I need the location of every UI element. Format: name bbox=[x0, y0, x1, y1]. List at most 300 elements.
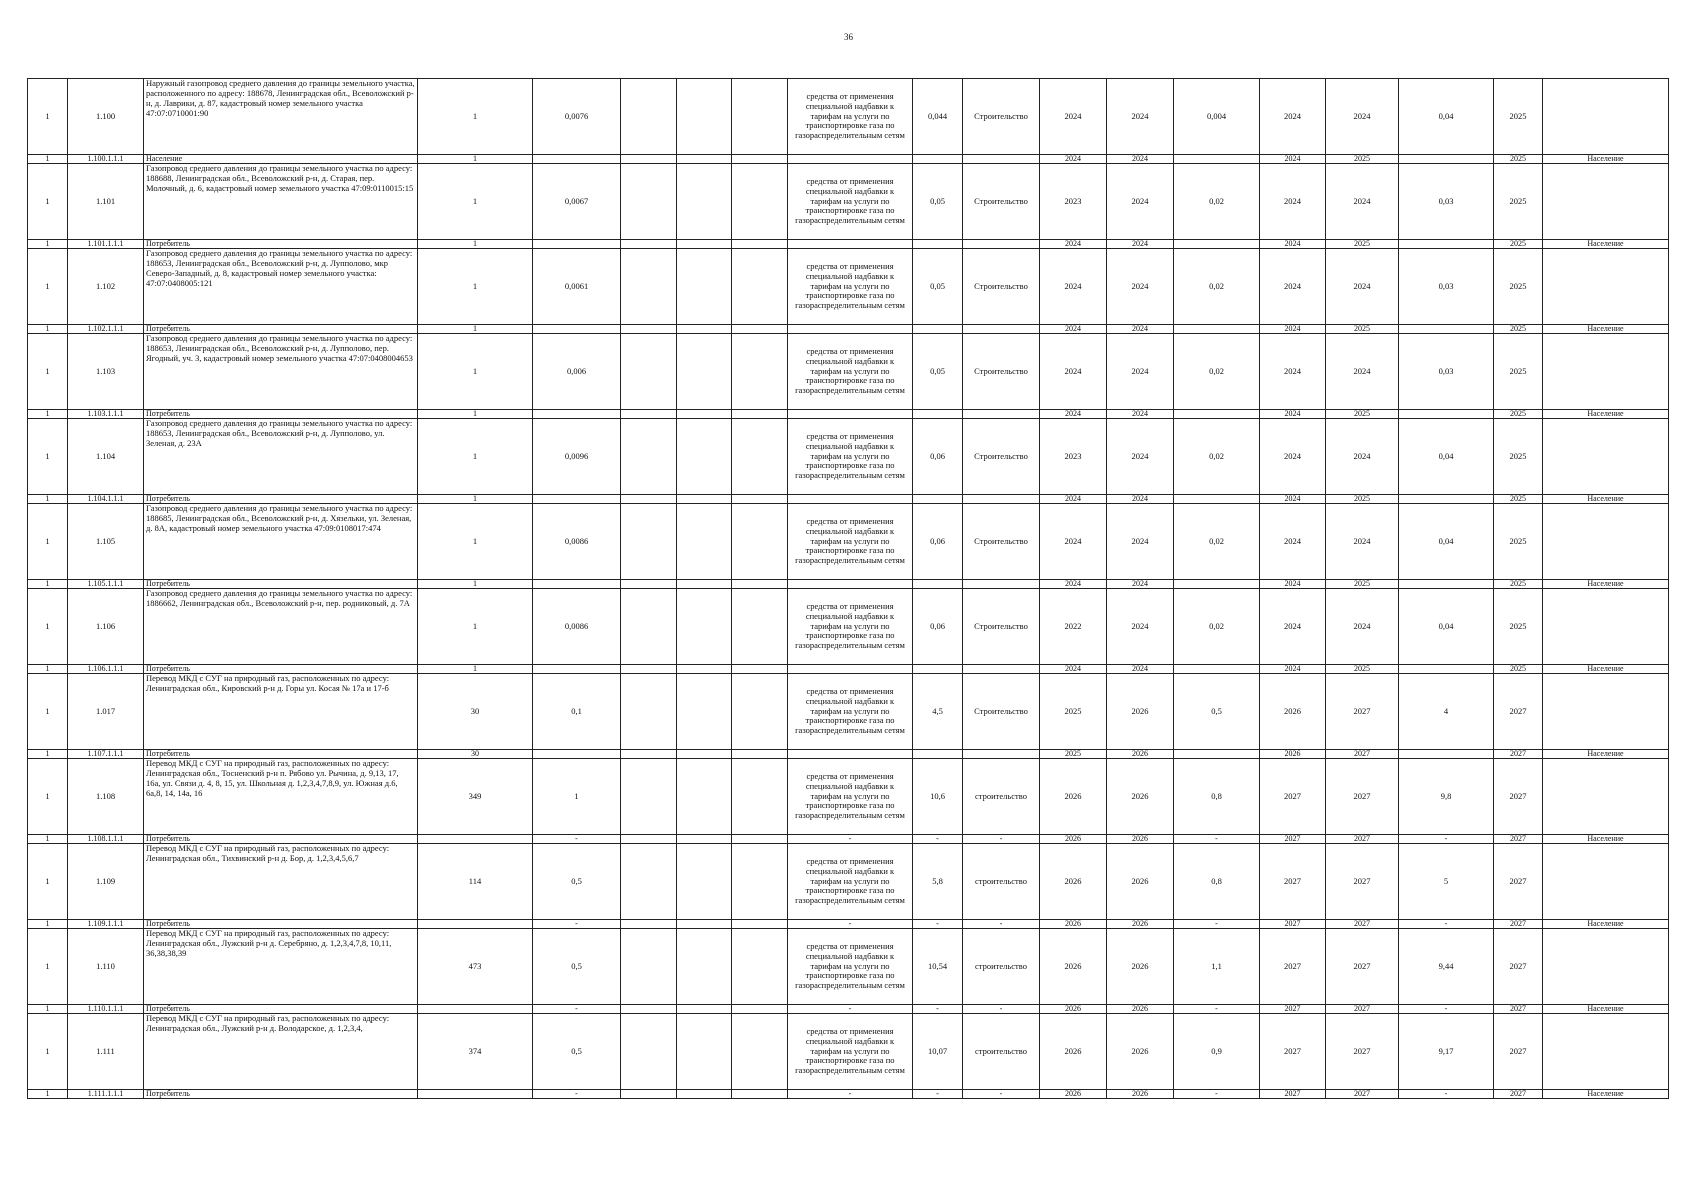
cell-level: 1 bbox=[28, 929, 68, 1005]
cell-stage1-cost: 0,02 bbox=[1174, 419, 1260, 495]
cell-cost bbox=[913, 325, 963, 334]
cell-code: 1.100 bbox=[68, 79, 144, 155]
cell-level: 1 bbox=[28, 1005, 68, 1014]
cell-consumer-category: Население bbox=[1543, 665, 1669, 674]
cell-stage1-cost bbox=[1174, 240, 1260, 249]
cell-stage2-cost: 0,03 bbox=[1399, 249, 1494, 325]
cell-col-8 bbox=[732, 155, 788, 164]
cell-end-year: 2024 bbox=[1107, 334, 1174, 410]
cell-stage1-end: 2025 bbox=[1326, 580, 1399, 589]
cell-stage2-cost bbox=[1399, 410, 1494, 419]
cell-quantity: 1 bbox=[418, 665, 533, 674]
cell-col-7 bbox=[677, 844, 732, 920]
cell-end-year: 2026 bbox=[1107, 920, 1174, 929]
cell-length: 0,006 bbox=[533, 334, 621, 410]
cell-start-year: 2026 bbox=[1040, 929, 1107, 1005]
cell-code: 1.108.1.1.1 bbox=[68, 835, 144, 844]
cell-work-type bbox=[963, 665, 1040, 674]
cell-end-year: 2026 bbox=[1107, 835, 1174, 844]
cell-length: 0,0086 bbox=[533, 504, 621, 580]
cell-consumer-category bbox=[1543, 164, 1669, 240]
cell-stage1-end: 2024 bbox=[1326, 249, 1399, 325]
cell-funding-source: средства от применения специальной надбавки к тарифам на услуги по транспортировке газа по газораспределительным сетям bbox=[788, 844, 913, 920]
cell-consumer-category: Население bbox=[1543, 410, 1669, 419]
cell-level: 1 bbox=[28, 759, 68, 835]
cell-stage1-cost: - bbox=[1174, 835, 1260, 844]
cell-stage1-cost: 1,1 bbox=[1174, 929, 1260, 1005]
cell-col-6 bbox=[621, 750, 677, 759]
cell-stage1-cost bbox=[1174, 580, 1260, 589]
cell-level: 1 bbox=[28, 249, 68, 325]
cell-stage2-cost bbox=[1399, 495, 1494, 504]
cell-work-type bbox=[963, 750, 1040, 759]
cell-stage2-cost: - bbox=[1399, 920, 1494, 929]
cell-cost: - bbox=[913, 1005, 963, 1014]
cell-stage2-cost: 5 bbox=[1399, 844, 1494, 920]
cell-commission-year: 2025 bbox=[1494, 249, 1543, 325]
cell-start-year: 2024 bbox=[1040, 79, 1107, 155]
cell-code: 1.109 bbox=[68, 844, 144, 920]
cell-stage1-start: 2024 bbox=[1260, 79, 1326, 155]
cell-col-7 bbox=[677, 325, 732, 334]
cell-level: 1 bbox=[28, 750, 68, 759]
cell-commission-year: 2025 bbox=[1494, 504, 1543, 580]
cell-cost bbox=[913, 495, 963, 504]
cell-commission-year: 2027 bbox=[1494, 1090, 1543, 1099]
cell-code: 1.102.1.1.1 bbox=[68, 325, 144, 334]
cell-cost: 10,54 bbox=[913, 929, 963, 1005]
cell-stage1-end: 2025 bbox=[1326, 325, 1399, 334]
cell-funding-source: средства от применения специальной надбавки к тарифам на услуги по транспортировке газа по газораспределительным сетям bbox=[788, 504, 913, 580]
cell-object-name: Газопровод среднего давления до границы земельного участка по адресу: 188653, Ленинградская обл., Всеволожский р-н, д. Лупполово, мкр Северо-Западный, д. 8, кадастровый номер земельного участка: 47:07:0408005:121 bbox=[144, 249, 418, 325]
cell-col-7 bbox=[677, 835, 732, 844]
cell-col-7 bbox=[677, 240, 732, 249]
cell-col-6 bbox=[621, 155, 677, 164]
cell-stage1-end: 2027 bbox=[1326, 844, 1399, 920]
cell-funding-source: средства от применения специальной надбавки к тарифам на услуги по транспортировке газа по газораспределительным сетям bbox=[788, 929, 913, 1005]
cell-object-name: Газопровод среднего давления до границы земельного участка по адресу: 1886662, Ленинградская обл., Всеволожский р-н, пер. родниковый, д. 7А bbox=[144, 589, 418, 665]
cell-code: 1.106.1.1.1 bbox=[68, 665, 144, 674]
table-row bbox=[28, 249, 1669, 325]
cell-quantity: 1 bbox=[418, 410, 533, 419]
cell-work-type: Строительство bbox=[963, 79, 1040, 155]
cell-col-8 bbox=[732, 759, 788, 835]
cell-object-name: Перевод МКД с СУГ на природный газ, расположенных по адресу: Ленинградская обл., Тихвинский р-н д. Бор, д. 1,2,3,4,5,6,7 bbox=[144, 844, 418, 920]
cell-col-6 bbox=[621, 580, 677, 589]
cell-col-6 bbox=[621, 844, 677, 920]
cell-start-year: 2024 bbox=[1040, 410, 1107, 419]
cell-code: 1.110.1.1.1 bbox=[68, 1005, 144, 1014]
cell-code: 1.108 bbox=[68, 759, 144, 835]
cell-stage2-cost: 4 bbox=[1399, 674, 1494, 750]
cell-col-8 bbox=[732, 504, 788, 580]
cell-stage1-cost: - bbox=[1174, 920, 1260, 929]
cell-commission-year: 2027 bbox=[1494, 835, 1543, 844]
cell-code: 1.017 bbox=[68, 674, 144, 750]
cell-length bbox=[533, 665, 621, 674]
cell-cost: 0,05 bbox=[913, 249, 963, 325]
cell-col-8 bbox=[732, 920, 788, 929]
cell-start-year: 2023 bbox=[1040, 419, 1107, 495]
cell-object-name: Потребитель bbox=[144, 240, 418, 249]
cell-work-type: Строительство bbox=[963, 419, 1040, 495]
cell-stage2-cost bbox=[1399, 325, 1494, 334]
cell-end-year: 2024 bbox=[1107, 249, 1174, 325]
cell-col-6 bbox=[621, 1090, 677, 1099]
cell-cost: 10,07 bbox=[913, 1014, 963, 1090]
cell-stage1-end: 2027 bbox=[1326, 1005, 1399, 1014]
cell-quantity: 374 bbox=[418, 1014, 533, 1090]
cell-stage2-cost: 0,04 bbox=[1399, 504, 1494, 580]
cell-work-type: Строительство bbox=[963, 164, 1040, 240]
cell-cost bbox=[913, 665, 963, 674]
cell-level: 1 bbox=[28, 495, 68, 504]
cell-col-6 bbox=[621, 410, 677, 419]
cell-consumer-category: Население bbox=[1543, 750, 1669, 759]
table-subrow bbox=[28, 920, 1669, 929]
cell-stage2-cost: 0,04 bbox=[1399, 79, 1494, 155]
cell-col-8 bbox=[732, 665, 788, 674]
cell-funding-source: - bbox=[788, 1005, 913, 1014]
cell-end-year: 2024 bbox=[1107, 410, 1174, 419]
cell-commission-year: 2027 bbox=[1494, 1005, 1543, 1014]
cell-length: 1 bbox=[533, 759, 621, 835]
cell-level: 1 bbox=[28, 920, 68, 929]
cell-length: 0,1 bbox=[533, 674, 621, 750]
cell-stage1-start: 2024 bbox=[1260, 589, 1326, 665]
cell-length: - bbox=[533, 920, 621, 929]
cell-funding-source bbox=[788, 750, 913, 759]
table-row bbox=[28, 164, 1669, 240]
cell-col-7 bbox=[677, 164, 732, 240]
cell-cost: 0,05 bbox=[913, 334, 963, 410]
cell-col-8 bbox=[732, 589, 788, 665]
cell-start-year: 2024 bbox=[1040, 325, 1107, 334]
table-subrow bbox=[28, 1005, 1669, 1014]
cell-col-6 bbox=[621, 589, 677, 665]
cell-quantity: 1 bbox=[418, 155, 533, 164]
cell-consumer-category: Население bbox=[1543, 835, 1669, 844]
cell-quantity: 114 bbox=[418, 844, 533, 920]
cell-start-year: 2024 bbox=[1040, 495, 1107, 504]
cell-stage1-end: 2024 bbox=[1326, 504, 1399, 580]
cell-work-type: Строительство bbox=[963, 674, 1040, 750]
cell-funding-source bbox=[788, 665, 913, 674]
cell-commission-year: 2027 bbox=[1494, 844, 1543, 920]
cell-length bbox=[533, 495, 621, 504]
cell-code: 1.109.1.1.1 bbox=[68, 920, 144, 929]
cell-length bbox=[533, 155, 621, 164]
cell-level: 1 bbox=[28, 419, 68, 495]
cell-end-year: 2024 bbox=[1107, 495, 1174, 504]
table-subrow bbox=[28, 495, 1669, 504]
cell-stage2-cost: 0,03 bbox=[1399, 164, 1494, 240]
cell-col-7 bbox=[677, 929, 732, 1005]
cell-commission-year: 2025 bbox=[1494, 665, 1543, 674]
cell-commission-year: 2025 bbox=[1494, 580, 1543, 589]
cell-quantity: 1 bbox=[418, 334, 533, 410]
table-subrow bbox=[28, 410, 1669, 419]
cell-length bbox=[533, 240, 621, 249]
cell-length: - bbox=[533, 835, 621, 844]
cell-col-8 bbox=[732, 844, 788, 920]
cell-stage1-end: 2027 bbox=[1326, 759, 1399, 835]
cell-cost: 0,05 bbox=[913, 164, 963, 240]
table-row bbox=[28, 419, 1669, 495]
cell-commission-year: 2025 bbox=[1494, 164, 1543, 240]
cell-object-name: Газопровод среднего давления до границы земельного участка по адресу: 188653, Ленинградская обл., Всеволожский р-н, д. Лупполово, ул. Зеленая, д. 23А bbox=[144, 419, 418, 495]
cell-col-8 bbox=[732, 410, 788, 419]
cell-end-year: 2024 bbox=[1107, 79, 1174, 155]
cell-start-year: 2024 bbox=[1040, 665, 1107, 674]
cell-work-type: Строительство bbox=[963, 249, 1040, 325]
cell-funding-source: - bbox=[788, 835, 913, 844]
cell-quantity: 1 bbox=[418, 164, 533, 240]
cell-end-year: 2024 bbox=[1107, 665, 1174, 674]
cell-cost bbox=[913, 240, 963, 249]
cell-funding-source: средства от применения специальной надбавки к тарифам на услуги по транспортировке газа по газораспределительным сетям bbox=[788, 249, 913, 325]
cell-length: - bbox=[533, 1090, 621, 1099]
cell-cost: 10,6 bbox=[913, 759, 963, 835]
cell-funding-source bbox=[788, 325, 913, 334]
cell-quantity: 1 bbox=[418, 249, 533, 325]
cell-stage1-start: 2027 bbox=[1260, 1005, 1326, 1014]
cell-stage1-cost: 0,5 bbox=[1174, 674, 1260, 750]
cell-stage1-end: 2027 bbox=[1326, 1014, 1399, 1090]
cell-funding-source: средства от применения специальной надбавки к тарифам на услуги по транспортировке газа по газораспределительным сетям bbox=[788, 79, 913, 155]
cell-quantity: 1 bbox=[418, 325, 533, 334]
cell-stage2-cost bbox=[1399, 580, 1494, 589]
cell-object-name: Потребитель bbox=[144, 1005, 418, 1014]
cell-col-6 bbox=[621, 504, 677, 580]
cell-quantity: 30 bbox=[418, 674, 533, 750]
cell-col-6 bbox=[621, 929, 677, 1005]
cell-col-6 bbox=[621, 665, 677, 674]
cell-stage1-start: 2024 bbox=[1260, 665, 1326, 674]
cell-end-year: 2026 bbox=[1107, 1090, 1174, 1099]
cell-end-year: 2024 bbox=[1107, 589, 1174, 665]
cell-consumer-category: Население bbox=[1543, 240, 1669, 249]
cell-stage1-end: 2025 bbox=[1326, 155, 1399, 164]
cell-cost: - bbox=[913, 920, 963, 929]
cell-work-type: строительство bbox=[963, 929, 1040, 1005]
cell-stage1-end: 2027 bbox=[1326, 835, 1399, 844]
cell-work-type: Строительство bbox=[963, 334, 1040, 410]
cell-code: 1.111 bbox=[68, 1014, 144, 1090]
cell-col-8 bbox=[732, 750, 788, 759]
table-subrow bbox=[28, 750, 1669, 759]
cell-col-6 bbox=[621, 79, 677, 155]
cell-col-8 bbox=[732, 334, 788, 410]
cell-end-year: 2026 bbox=[1107, 750, 1174, 759]
cell-col-7 bbox=[677, 750, 732, 759]
cell-commission-year: 2025 bbox=[1494, 410, 1543, 419]
cell-quantity bbox=[418, 835, 533, 844]
cell-consumer-category: Население bbox=[1543, 920, 1669, 929]
cell-stage2-cost bbox=[1399, 750, 1494, 759]
cell-stage2-cost: - bbox=[1399, 835, 1494, 844]
cell-object-name: Потребитель bbox=[144, 750, 418, 759]
cell-object-name: Газопровод среднего давления до границы земельного участка по адресу: 188688, Ленинградская обл., Всеволожский р-н, д. Старая, пер. Молочный, д. 6, кадастровый номер земельного участка 47:09:0110015:15 bbox=[144, 164, 418, 240]
table-subrow bbox=[28, 835, 1669, 844]
cell-work-type: - bbox=[963, 920, 1040, 929]
cell-stage1-start: 2027 bbox=[1260, 835, 1326, 844]
cell-stage1-start: 2026 bbox=[1260, 674, 1326, 750]
cell-length: 0,5 bbox=[533, 1014, 621, 1090]
cell-object-name: Перевод МКД с СУГ на природный газ, расположенных по адресу: Ленинградская обл., Тосненский р-н п. Рябово ул. Рычина, д. 9,13, 17, 16а, ул. Связи д. 4, 8, 15, ул. Школьная д. 1,2,3,4,7,8,9, ул. Южная д.6, 6а,8, 14, 14а, 16 bbox=[144, 759, 418, 835]
cell-commission-year: 2027 bbox=[1494, 1014, 1543, 1090]
cell-funding-source: средства от применения специальной надбавки к тарифам на услуги по транспортировке газа по газораспределительным сетям bbox=[788, 334, 913, 410]
cell-object-name: Потребитель bbox=[144, 1090, 418, 1099]
cell-code: 1.105 bbox=[68, 504, 144, 580]
cell-col-7 bbox=[677, 665, 732, 674]
cell-col-7 bbox=[677, 1090, 732, 1099]
cell-quantity: 1 bbox=[418, 419, 533, 495]
cell-work-type: строительство bbox=[963, 1014, 1040, 1090]
cell-funding-source bbox=[788, 580, 913, 589]
cell-stage1-start: 2027 bbox=[1260, 1090, 1326, 1099]
cell-level: 1 bbox=[28, 1090, 68, 1099]
cell-funding-source: - bbox=[788, 920, 913, 929]
cell-quantity: 1 bbox=[418, 504, 533, 580]
cell-object-name: Население bbox=[144, 155, 418, 164]
cell-work-type: строительство bbox=[963, 844, 1040, 920]
cell-end-year: 2024 bbox=[1107, 419, 1174, 495]
cell-stage1-start: 2024 bbox=[1260, 410, 1326, 419]
cell-stage1-cost: 0,8 bbox=[1174, 759, 1260, 835]
cell-level: 1 bbox=[28, 240, 68, 249]
page-number: 36 bbox=[844, 32, 853, 42]
cell-object-name: Потребитель bbox=[144, 835, 418, 844]
cell-commission-year: 2027 bbox=[1494, 750, 1543, 759]
cell-length: 0,0096 bbox=[533, 419, 621, 495]
table-subrow bbox=[28, 1090, 1669, 1099]
cell-stage1-cost bbox=[1174, 410, 1260, 419]
cell-stage1-cost: 0,02 bbox=[1174, 164, 1260, 240]
cell-quantity: 1 bbox=[418, 495, 533, 504]
cell-cost: - bbox=[913, 1090, 963, 1099]
cell-start-year: 2026 bbox=[1040, 1005, 1107, 1014]
cell-commission-year: 2025 bbox=[1494, 589, 1543, 665]
cell-stage1-cost bbox=[1174, 665, 1260, 674]
cell-consumer-category bbox=[1543, 759, 1669, 835]
cell-stage2-cost bbox=[1399, 665, 1494, 674]
cell-object-name: Потребитель bbox=[144, 495, 418, 504]
cell-object-name: Наружный газопровод среднего давления до границы земельного участка, расположенного по адресу: 188678, Ленинградская обл., Всеволожский р-н, д. Лаврики, д. 87, кадастровый номер земельного участка 47:07:0710001:90 bbox=[144, 79, 418, 155]
cell-work-type bbox=[963, 410, 1040, 419]
cell-col-7 bbox=[677, 920, 732, 929]
cell-work-type: - bbox=[963, 1005, 1040, 1014]
table-row bbox=[28, 1014, 1669, 1090]
cell-stage1-end: 2025 bbox=[1326, 495, 1399, 504]
investment-table bbox=[27, 78, 1669, 1099]
cell-col-7 bbox=[677, 504, 732, 580]
cell-object-name: Потребитель bbox=[144, 580, 418, 589]
cell-consumer-category bbox=[1543, 674, 1669, 750]
cell-level: 1 bbox=[28, 155, 68, 164]
cell-code: 1.105.1.1.1 bbox=[68, 580, 144, 589]
cell-col-7 bbox=[677, 589, 732, 665]
cell-object-name: Потребитель bbox=[144, 410, 418, 419]
cell-code: 1.101.1.1.1 bbox=[68, 240, 144, 249]
cell-stage1-cost: 0,02 bbox=[1174, 249, 1260, 325]
cell-stage1-cost: 0,9 bbox=[1174, 1014, 1260, 1090]
cell-cost bbox=[913, 750, 963, 759]
cell-length: 0,5 bbox=[533, 929, 621, 1005]
cell-stage1-start: 2024 bbox=[1260, 249, 1326, 325]
table-subrow bbox=[28, 155, 1669, 164]
cell-col-8 bbox=[732, 674, 788, 750]
cell-stage1-end: 2024 bbox=[1326, 589, 1399, 665]
cell-stage1-start: 2027 bbox=[1260, 844, 1326, 920]
cell-funding-source: средства от применения специальной надбавки к тарифам на услуги по транспортировке газа по газораспределительным сетям bbox=[788, 164, 913, 240]
cell-work-type: - bbox=[963, 835, 1040, 844]
cell-stage1-start: 2024 bbox=[1260, 334, 1326, 410]
table-row bbox=[28, 79, 1669, 155]
cell-work-type bbox=[963, 580, 1040, 589]
cell-end-year: 2026 bbox=[1107, 674, 1174, 750]
cell-commission-year: 2027 bbox=[1494, 929, 1543, 1005]
cell-consumer-category bbox=[1543, 589, 1669, 665]
cell-consumer-category: Население bbox=[1543, 325, 1669, 334]
cell-start-year: 2025 bbox=[1040, 674, 1107, 750]
cell-end-year: 2024 bbox=[1107, 325, 1174, 334]
cell-col-8 bbox=[732, 325, 788, 334]
cell-level: 1 bbox=[28, 674, 68, 750]
cell-col-7 bbox=[677, 419, 732, 495]
cell-stage1-start: 2027 bbox=[1260, 1014, 1326, 1090]
table-row bbox=[28, 844, 1669, 920]
cell-code: 1.101 bbox=[68, 164, 144, 240]
cell-col-8 bbox=[732, 929, 788, 1005]
cell-start-year: 2023 bbox=[1040, 164, 1107, 240]
cell-stage1-end: 2024 bbox=[1326, 334, 1399, 410]
cell-stage1-cost: - bbox=[1174, 1090, 1260, 1099]
cell-end-year: 2026 bbox=[1107, 929, 1174, 1005]
cell-quantity: 1 bbox=[418, 589, 533, 665]
cell-funding-source: средства от применения специальной надбавки к тарифам на услуги по транспортировке газа по газораспределительным сетям bbox=[788, 419, 913, 495]
table-row bbox=[28, 929, 1669, 1005]
cell-stage2-cost: 0,04 bbox=[1399, 589, 1494, 665]
cell-stage1-cost: - bbox=[1174, 1005, 1260, 1014]
cell-col-8 bbox=[732, 249, 788, 325]
cell-consumer-category: Население bbox=[1543, 155, 1669, 164]
cell-stage1-start: 2024 bbox=[1260, 580, 1326, 589]
cell-quantity bbox=[418, 920, 533, 929]
cell-object-name: Газопровод среднего давления до границы земельного участка по адресу: 188653, Ленинградская обл., Всеволожский р-н, д. Лупполово, пер. Ягодный, уч. 3, кадастровый номер земельного участка 47:07:0408004653 bbox=[144, 334, 418, 410]
table-subrow bbox=[28, 240, 1669, 249]
cell-stage1-start: 2024 bbox=[1260, 164, 1326, 240]
cell-funding-source bbox=[788, 410, 913, 419]
cell-start-year: 2026 bbox=[1040, 844, 1107, 920]
cell-cost: 0,06 bbox=[913, 419, 963, 495]
cell-stage1-start: 2027 bbox=[1260, 929, 1326, 1005]
cell-consumer-category bbox=[1543, 1014, 1669, 1090]
cell-commission-year: 2027 bbox=[1494, 920, 1543, 929]
cell-work-type bbox=[963, 325, 1040, 334]
cell-length: 0,5 bbox=[533, 844, 621, 920]
cell-length bbox=[533, 410, 621, 419]
cell-consumer-category bbox=[1543, 929, 1669, 1005]
cell-stage1-cost: 0,02 bbox=[1174, 504, 1260, 580]
cell-commission-year: 2025 bbox=[1494, 79, 1543, 155]
cell-level: 1 bbox=[28, 589, 68, 665]
cell-cost: 0,06 bbox=[913, 589, 963, 665]
cell-col-6 bbox=[621, 920, 677, 929]
cell-object-name: Газопровод среднего давления до границы земельного участка по адресу: 188685, Ленинградская обл., Всеволожский р-н, д. Хязельки, ул. Зеленая, д. 8А, кадастровый номер земельного участка 47:09:0108017:474 bbox=[144, 504, 418, 580]
cell-code: 1.104.1.1.1 bbox=[68, 495, 144, 504]
cell-start-year: 2024 bbox=[1040, 249, 1107, 325]
